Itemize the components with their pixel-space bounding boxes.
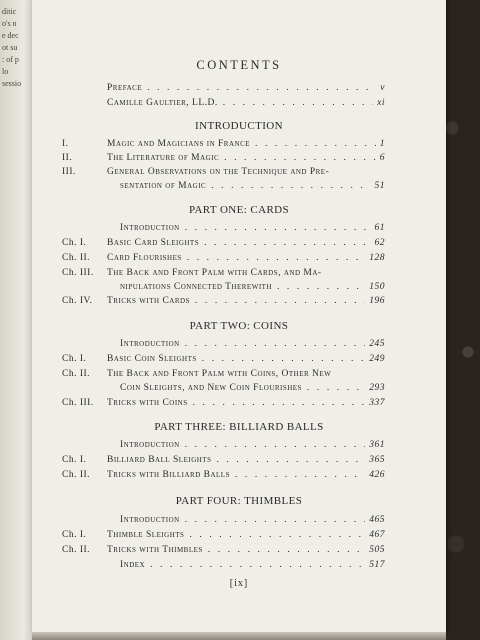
page-number: [ix] [229,578,249,589]
section-heading-part-one: PART ONE: CARDS [188,204,290,216]
toc-entry-number: II. [62,153,73,163]
toc-entry-number: Ch. III. [62,398,94,408]
toc-entry-page: 467 [365,530,385,540]
toc-entry-text: Introduction . . . [120,440,376,450]
toc-entry[interactable] [32,545,446,559]
toc-entry-number: Ch. II. [62,470,91,480]
toc-entry-page: 249 [365,354,385,364]
toc-entry-text: Card Flourishes . . . [107,253,376,263]
toc-entry-page: 337 [365,398,385,408]
toc-entry-text: Index . . . [120,560,376,570]
toc-entry[interactable] [32,238,446,252]
toc-entry-number: Ch. I. [62,354,87,364]
toc-entry-number: Ch. I. [62,455,87,465]
toc-entry-page: 245 [365,339,385,349]
toc-entry[interactable] [32,339,446,353]
toc-entry-text: Introduction . . . [120,223,376,233]
page-title: CONTENTS [196,58,282,72]
stone-background [440,0,480,640]
toc-entry-text: Tricks with Billiard Balls . . . [107,470,376,480]
toc-entry[interactable] [32,515,446,529]
toc-entry-page: xi [373,98,385,108]
toc-entry[interactable] [32,167,446,181]
toc-entry-continuation[interactable] [32,282,446,296]
toc-entry-text: Magic and Magicians in France . . . [107,139,376,149]
toc-entry-page: 505 [365,545,385,555]
toc-entry-text: Introduction . . . [120,515,376,525]
toc-entry[interactable] [32,369,446,383]
toc-entry-page: 128 [365,253,385,263]
toc-entry-page: 365 [365,455,385,465]
toc-entry-text: General Observations on the Technique and Pre- [107,167,330,177]
toc-entry-page: 61 [371,223,386,233]
toc-entry-text: Tricks with Thimbles . . . [107,545,376,555]
toc-entry-page: v [376,83,385,93]
toc-entry-text-continued: sentation of Magic . . . [120,181,376,191]
toc-entry-number: Ch. I. [62,530,87,540]
toc-entry-text: Introduction . . . [120,339,376,349]
toc-entry-continuation[interactable] [32,383,446,397]
toc-entry-page: 51 [371,181,386,191]
page-edge [32,632,446,640]
toc-entry-number: Ch. II. [62,545,91,555]
toc-entry-page: 293 [365,383,385,393]
toc-entry[interactable] [32,354,446,368]
toc-entry-page: 196 [365,296,385,306]
adjacent-page [0,0,34,640]
toc-entry[interactable] [32,253,446,267]
toc-entry-number: Ch. II. [62,253,91,263]
toc-entry-page: 6 [376,153,385,163]
toc-entry[interactable] [32,153,446,167]
section-heading-part-two: PART TWO: COINS [189,320,289,332]
toc-entry[interactable] [32,296,446,310]
toc-entry-text: Billiard Ball Sleights . . . [107,455,376,465]
adjacent-page-text-fragment: ditic o's n e dec ot su : of p lo sessio [2,7,22,88]
toc-entry-page: 465 [365,515,385,525]
toc-entry-text: Tricks with Cards . . . [107,296,376,306]
toc-entry-page: 1 [376,139,385,149]
book-page [32,0,446,632]
toc-entry[interactable] [32,223,446,237]
toc-entry-text: Preface . . . [107,83,376,93]
toc-entry-gaultier[interactable] [32,98,446,112]
toc-entry-text: The Literature of Magic . . . [107,153,376,163]
toc-entry-page: 517 [365,560,385,570]
toc-entry-index[interactable] [32,560,446,574]
toc-entry-text: Camille Gaultier, LL.D. . . . [107,98,376,108]
toc-entry-text-continued: nipulations Connected Therewith . . . [120,282,376,292]
toc-entry-number: Ch. III. [62,268,94,278]
toc-entry-text: Basic Card Sleights . . . [107,238,376,248]
toc-entry-continuation[interactable] [32,181,446,195]
toc-entry-text: The Back and Front Palm with Cards, and Ma- [107,268,322,278]
toc-entry-number: Ch. IV. [62,296,93,306]
toc-entry-page: 62 [371,238,386,248]
toc-entry[interactable] [32,139,446,153]
toc-entry-text: Thimble Sleights . . . [107,530,376,540]
toc-entry[interactable] [32,470,446,484]
toc-entry[interactable] [32,530,446,544]
toc-entry-number: Ch. I. [62,238,87,248]
section-heading-introduction: INTRODUCTION [195,120,283,132]
toc-entry-number: Ch. II. [62,369,91,379]
section-heading-part-three: PART THREE: BILLIARD BALLS [154,421,324,433]
toc-entry-number: III. [62,167,76,177]
toc-entry[interactable] [32,440,446,454]
toc-entry-page: 150 [365,282,385,292]
toc-entry[interactable] [32,398,446,412]
toc-entry[interactable] [32,455,446,469]
section-heading-part-four: PART FOUR: THIMBLES [175,495,303,507]
toc-entry-text: Tricks with Coins . . . [107,398,376,408]
toc-entry[interactable] [32,268,446,282]
toc-entry-preface[interactable] [32,83,446,97]
toc-entry-page: 361 [365,440,385,450]
toc-entry-page: 426 [365,470,385,480]
toc-entry-text: The Back and Front Palm with Coins, Other New [107,369,332,379]
toc-entry-text-continued: Coin Sleights, and New Coin Flourishes . . . [120,383,376,393]
toc-entry-text: Basic Coin Sleights . . . [107,354,376,364]
toc-entry-number: I. [62,139,69,149]
